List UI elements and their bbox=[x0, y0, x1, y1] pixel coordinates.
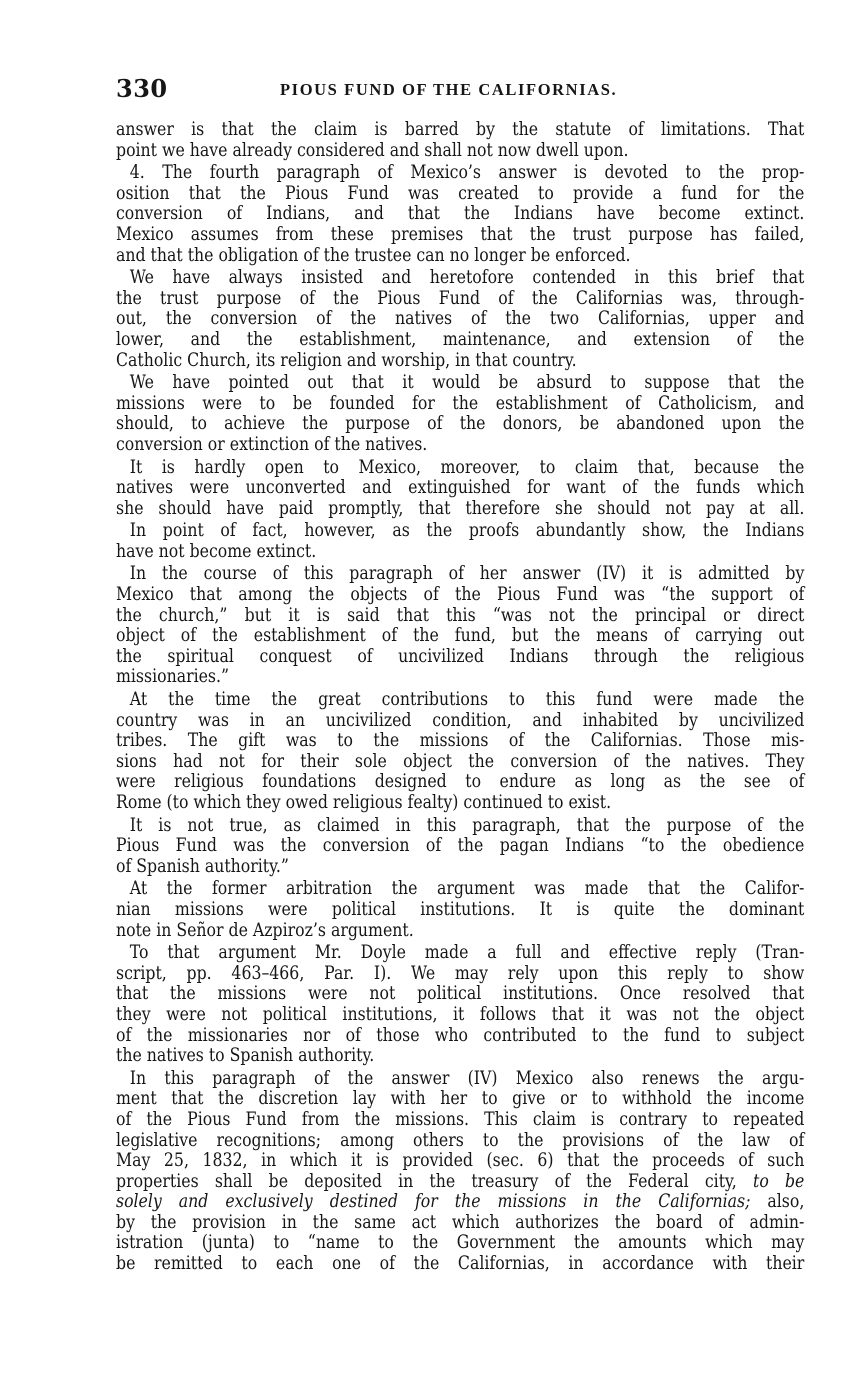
paragraph-start-line: At the former arbitration the argument was made that the Califor- bbox=[129, 878, 805, 900]
text-line: Mexico that among the objects of the Pious Fund was “the support of bbox=[116, 584, 805, 606]
text-line: country was in an uncivilized condition, and inhabited by uncivilized bbox=[116, 709, 805, 731]
text-line: tribes. The gift was to the missions of the Californias. Those mis- bbox=[116, 730, 805, 752]
paragraph-start-line: In this paragraph of the answer (IV) Mexico also renews the argu- bbox=[129, 1067, 805, 1089]
text-line: have not become extinct. bbox=[116, 540, 317, 562]
text-line: sions had not for their sole object the conversion of the natives. They bbox=[116, 750, 805, 772]
text-line: by the provision in the same act which authorizes the board of admin- bbox=[116, 1211, 805, 1233]
text-line: out, the conversion of the natives of the two Californias, upper and bbox=[116, 308, 805, 330]
italic-run: solely and exclusively destined for the missions in the Californias; bbox=[116, 1191, 751, 1213]
italic-run: to be bbox=[753, 1170, 805, 1192]
text-line: note in Señor de Azpiroz’s argument. bbox=[116, 919, 414, 941]
paragraph-start-line: To that argument Mr. Doyle made a full and effective reply (Tran- bbox=[129, 942, 805, 964]
text-line: of Spanish authority.” bbox=[116, 855, 289, 877]
text-line: and that the obligation of the trustee can no longer be enforced. bbox=[116, 244, 631, 266]
text-line: the natives to Spanish authority. bbox=[116, 1045, 375, 1067]
text-line: point we have already considered and shall not now dwell upon. bbox=[116, 139, 629, 161]
text-line bbox=[116, 1192, 804, 1213]
text-line: May 25, 1832, in which it is provided (sec. 6) that the proceeds of such bbox=[116, 1150, 805, 1172]
text-line: the church,” but it is said that this “was not the principal or direct bbox=[116, 604, 805, 626]
text-line: object of the establishment of the fund, but the means of carrying out bbox=[116, 625, 805, 647]
text-line: of the Pious Fund from the missions. This claim is contrary to repeated bbox=[116, 1108, 805, 1130]
running-title: PIOUS FUND OF THE CALIFORNIAS. bbox=[280, 80, 618, 99]
paragraph-start-line: It is hardly open to Mexico, moreover, to claim that, because the bbox=[129, 456, 805, 478]
text-line: missions were to be founded for the establishment of Catholicism, and bbox=[116, 392, 805, 414]
text-line: natives were unconverted and extinguished for want of the funds which bbox=[116, 477, 805, 499]
text-line: Rome (to which they owed religious fealty) continued to exist. bbox=[116, 792, 612, 813]
text-line: Pious Fund was the conversion of the pagan Indians “to the obedience bbox=[116, 835, 805, 857]
text-line: ment that the discretion lay with her to give or to withhold the income bbox=[116, 1088, 805, 1110]
text-run: properties shall be deposited in the treasury of the Federal city, bbox=[116, 1170, 737, 1192]
text-line: lower, and the establishment, maintenance, and extension of the bbox=[116, 328, 805, 350]
body-text bbox=[116, 120, 806, 1335]
paragraph-start-line: We have always insisted and heretofore contended in this brief that bbox=[129, 267, 805, 289]
text-line: conversion of Indians, and that the Indians have become extinct. bbox=[116, 203, 805, 225]
paragraph-start-line: 4. The fourth paragraph of Mexico’s answer is devoted to the prop- bbox=[129, 162, 805, 184]
text-line: answer is that the claim is barred by the statute of limitations. That bbox=[116, 120, 805, 140]
text-line: script, pp. 463–466, Par. I). We may rely upon this reply to show bbox=[116, 962, 805, 984]
text-line: the spiritual conquest of uncivilized Indians through the religious bbox=[116, 645, 805, 667]
text-line: they were not political institutions, it follows that it was not the object bbox=[116, 1003, 805, 1025]
paragraph-start-line: In point of fact, however, as the proofs abundantly show, the Indians bbox=[129, 520, 805, 542]
text-line: conversion or extinction of the natives. bbox=[116, 433, 428, 455]
text-line: istration (junta) to “name to the Government the amounts which may bbox=[116, 1232, 805, 1254]
text-line: the trust purpose of the Pious Fund of the Californias was, through- bbox=[116, 287, 805, 309]
text-line: be remitted to each one of the Californias, in accordance with their bbox=[116, 1253, 805, 1275]
paragraph-start-line: We have pointed out that it would be absurd to suppose that the bbox=[129, 372, 805, 394]
text-line: Catholic Church, its religion and worship, in that country. bbox=[116, 349, 577, 371]
text-line: of the missionaries nor of those who contributed to the fund to subject bbox=[116, 1024, 805, 1046]
text-line: missionaries.” bbox=[116, 666, 230, 688]
paragraph-start-line: It is not true, as claimed in this paragraph, that the purpose of the bbox=[129, 814, 805, 836]
paragraph-start-line: At the time the great contributions to this fund were made the bbox=[129, 689, 805, 711]
text-run: also, bbox=[767, 1191, 805, 1213]
text-line: were religious foundations designed to endure as long as the see of bbox=[116, 771, 805, 793]
text-line: osition that the Pious Fund was created to provide a fund for the bbox=[116, 182, 805, 204]
text-line: that the missions were not political institutions. Once resolved that bbox=[116, 983, 805, 1005]
page-header bbox=[116, 74, 806, 108]
paragraph-start-line: In the course of this paragraph of her answer (IV) it is admitted by bbox=[129, 563, 805, 585]
text-line: should, to achieve the purpose of the donors, be abandoned upon the bbox=[116, 413, 805, 435]
text-line: she should have paid promptly, that therefore she should not pay at all. bbox=[116, 497, 805, 519]
text-line: legislative recognitions; among others to the provisions of the law of bbox=[116, 1129, 805, 1151]
text-line bbox=[116, 1172, 804, 1193]
text-line: nian missions were political institutions. It is quite the dominant bbox=[116, 898, 805, 920]
text-line: Mexico assumes from these premises that the trust purpose has failed, bbox=[116, 223, 805, 245]
page-number: 330 bbox=[116, 74, 168, 103]
